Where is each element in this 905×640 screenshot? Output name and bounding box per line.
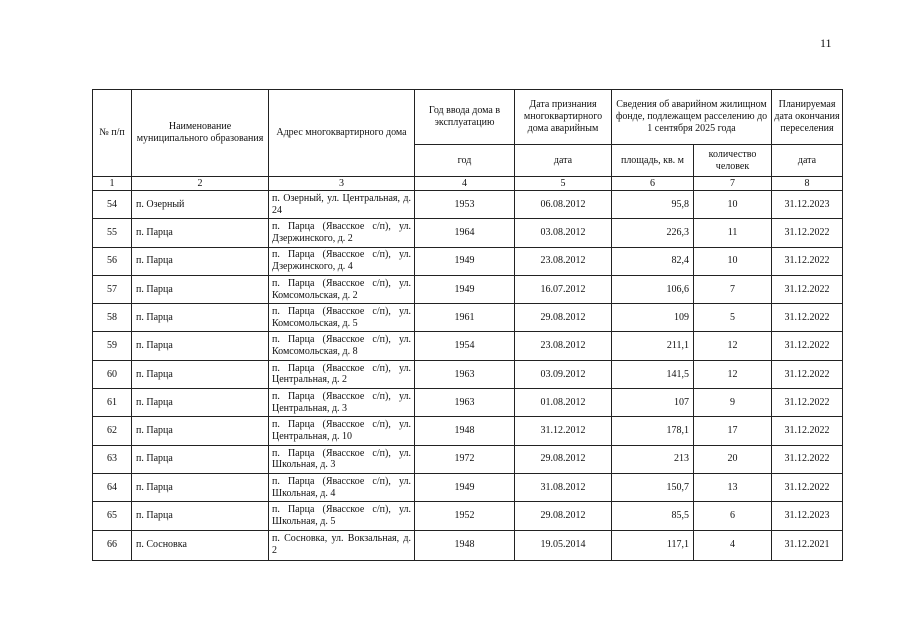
row-municipality: п. Парца — [132, 417, 269, 445]
row-recognition-date: 01.08.2012 — [515, 389, 612, 417]
row-people: 10 — [694, 247, 772, 275]
subheader-recognition-date: дата — [515, 145, 612, 177]
row-address: п. Парца (Явасское с/п), ул. Школьная, д. 4 — [269, 473, 415, 501]
column-number-row — [93, 177, 843, 191]
row-recognition-date: 23.08.2012 — [515, 332, 612, 360]
column-number: 1 — [93, 177, 132, 191]
row-num: 56 — [93, 247, 132, 275]
row-recognition-date: 31.12.2012 — [515, 417, 612, 445]
row-area: 85,5 — [612, 502, 694, 530]
row-year: 1963 — [415, 360, 515, 388]
row-num: 60 — [93, 360, 132, 388]
row-num: 58 — [93, 304, 132, 332]
column-number: 6 — [612, 177, 694, 191]
header-emergency-info: Сведения об аварийном жилищном фонде, подлежащем расселению до 1 сентября 2025 года — [612, 90, 772, 145]
row-address: п. Парца (Явасское с/п), ул. Комсомольская, д. 2 — [269, 275, 415, 303]
header-municipality: Наименование муниципального образования — [132, 90, 269, 177]
row-address: п. Парца (Явасское с/п), ул. Дзержинского, д. 2 — [269, 219, 415, 247]
row-address: п. Парца (Явасское с/п), ул. Комсомольская, д. 8 — [269, 332, 415, 360]
row-municipality: п. Парца — [132, 389, 269, 417]
row-address: п. Парца (Явасское с/п), ул. Комсомольская, д. 5 — [269, 304, 415, 332]
row-address: п. Озерный, ул. Центральная, д. 24 — [269, 191, 415, 219]
table-row — [93, 530, 843, 560]
row-recognition-date: 31.08.2012 — [515, 473, 612, 501]
row-address: п. Парца (Явасское с/п), ул. Центральная, д. 2 — [269, 360, 415, 388]
row-num: 62 — [93, 417, 132, 445]
row-people: 12 — [694, 360, 772, 388]
row-municipality: п. Озерный — [132, 191, 269, 219]
row-recognition-date: 29.08.2012 — [515, 445, 612, 473]
row-municipality: п. Парца — [132, 502, 269, 530]
table-row — [93, 304, 843, 332]
row-planned-date: 31.12.2023 — [772, 502, 843, 530]
row-area: 106,6 — [612, 275, 694, 303]
row-address: п. Парца (Явасское с/п), ул. Центральная, д. 3 — [269, 389, 415, 417]
header-recognition-date: Дата признания многоквартирного дома аварийным — [515, 90, 612, 145]
row-planned-date: 31.12.2022 — [772, 332, 843, 360]
row-municipality: п. Парца — [132, 219, 269, 247]
row-num: 57 — [93, 275, 132, 303]
row-planned-date: 31.12.2022 — [772, 473, 843, 501]
row-people: 13 — [694, 473, 772, 501]
row-recognition-date: 29.08.2012 — [515, 502, 612, 530]
subheader-area: площадь, кв. м — [612, 145, 694, 177]
row-recognition-date: 29.08.2012 — [515, 304, 612, 332]
row-year: 1948 — [415, 530, 515, 560]
row-num: 61 — [93, 389, 132, 417]
row-year: 1949 — [415, 275, 515, 303]
table-row — [93, 332, 843, 360]
row-address: п. Парца (Явасское с/п), ул. Центральная, д. 10 — [269, 417, 415, 445]
row-recognition-date: 03.08.2012 — [515, 219, 612, 247]
table-row — [93, 360, 843, 388]
row-address: п. Парца (Явасское с/п), ул. Школьная, д. 3 — [269, 445, 415, 473]
row-planned-date: 31.12.2022 — [772, 389, 843, 417]
row-planned-date: 31.12.2022 — [772, 417, 843, 445]
table-row — [93, 473, 843, 501]
row-municipality: п. Парца — [132, 360, 269, 388]
row-municipality: п. Парца — [132, 275, 269, 303]
row-people: 17 — [694, 417, 772, 445]
table-row — [93, 191, 843, 219]
table-row — [93, 417, 843, 445]
row-year: 1952 — [415, 502, 515, 530]
row-area: 117,1 — [612, 530, 694, 560]
subheader-planned-date: дата — [772, 145, 843, 177]
row-people: 20 — [694, 445, 772, 473]
row-municipality: п. Парца — [132, 332, 269, 360]
row-municipality: п. Парца — [132, 445, 269, 473]
row-municipality: п. Сосновка — [132, 530, 269, 560]
row-planned-date: 31.12.2022 — [772, 304, 843, 332]
table-row — [93, 445, 843, 473]
row-area: 141,5 — [612, 360, 694, 388]
row-municipality: п. Парца — [132, 247, 269, 275]
row-address: п. Парца (Явасское с/п), ул. Дзержинского, д. 4 — [269, 247, 415, 275]
row-people: 9 — [694, 389, 772, 417]
row-year: 1972 — [415, 445, 515, 473]
row-area: 226,3 — [612, 219, 694, 247]
row-municipality: п. Парца — [132, 473, 269, 501]
row-year: 1961 — [415, 304, 515, 332]
row-area: 82,4 — [612, 247, 694, 275]
row-area: 107 — [612, 389, 694, 417]
row-num: 63 — [93, 445, 132, 473]
row-year: 1964 — [415, 219, 515, 247]
row-planned-date: 31.12.2022 — [772, 275, 843, 303]
row-num: 65 — [93, 502, 132, 530]
row-planned-date: 31.12.2021 — [772, 530, 843, 560]
row-recognition-date: 16.07.2012 — [515, 275, 612, 303]
row-year: 1948 — [415, 417, 515, 445]
row-people: 11 — [694, 219, 772, 247]
row-area: 95,8 — [612, 191, 694, 219]
row-year: 1963 — [415, 389, 515, 417]
row-recognition-date: 19.05.2014 — [515, 530, 612, 560]
page-number: 11 — [820, 36, 832, 50]
row-people: 7 — [694, 275, 772, 303]
column-number: 7 — [694, 177, 772, 191]
row-recognition-date: 06.08.2012 — [515, 191, 612, 219]
row-planned-date: 31.12.2022 — [772, 360, 843, 388]
row-year: 1949 — [415, 473, 515, 501]
row-people: 12 — [694, 332, 772, 360]
row-people: 4 — [694, 530, 772, 560]
table-row — [93, 502, 843, 530]
row-area: 213 — [612, 445, 694, 473]
table-row — [93, 247, 843, 275]
row-area: 109 — [612, 304, 694, 332]
row-planned-date: 31.12.2022 — [772, 219, 843, 247]
row-num: 55 — [93, 219, 132, 247]
row-municipality: п. Парца — [132, 304, 269, 332]
row-planned-date: 31.12.2022 — [772, 445, 843, 473]
row-area: 211,1 — [612, 332, 694, 360]
row-address: п. Парца (Явасское с/п), ул. Школьная, д. 5 — [269, 502, 415, 530]
row-recognition-date: 23.08.2012 — [515, 247, 612, 275]
row-year: 1954 — [415, 332, 515, 360]
header-num: № п/п — [93, 90, 132, 177]
header-year: Год ввода дома в эксплуатацию — [415, 90, 515, 145]
row-year: 1953 — [415, 191, 515, 219]
column-number: 4 — [415, 177, 515, 191]
row-num: 54 — [93, 191, 132, 219]
column-number: 8 — [772, 177, 843, 191]
row-year: 1949 — [415, 247, 515, 275]
column-number: 3 — [269, 177, 415, 191]
emergency-housing-table — [92, 89, 843, 561]
table-row — [93, 219, 843, 247]
row-address: п. Сосновка, ул. Вокзальная, д. 2 — [269, 530, 415, 560]
table-row — [93, 389, 843, 417]
row-num: 66 — [93, 530, 132, 560]
row-planned-date: 31.12.2022 — [772, 247, 843, 275]
table-row — [93, 275, 843, 303]
row-area: 150,7 — [612, 473, 694, 501]
column-number: 2 — [132, 177, 269, 191]
row-people: 5 — [694, 304, 772, 332]
column-number: 5 — [515, 177, 612, 191]
row-area: 178,1 — [612, 417, 694, 445]
subheader-people: количество человек — [694, 145, 772, 177]
row-num: 59 — [93, 332, 132, 360]
row-people: 10 — [694, 191, 772, 219]
header-address: Адрес многоквартирного дома — [269, 90, 415, 177]
header-planned-date: Планируемая дата окончания переселения — [772, 90, 843, 145]
subheader-year: год — [415, 145, 515, 177]
row-num: 64 — [93, 473, 132, 501]
row-people: 6 — [694, 502, 772, 530]
row-recognition-date: 03.09.2012 — [515, 360, 612, 388]
row-planned-date: 31.12.2023 — [772, 191, 843, 219]
